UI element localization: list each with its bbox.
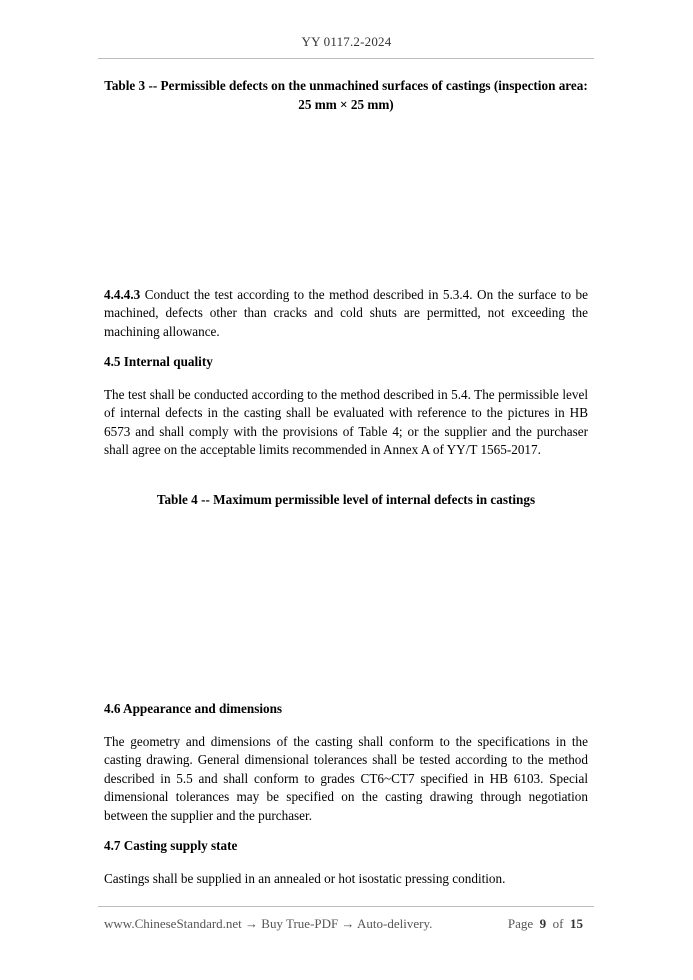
clause-text: Conduct the test according to the method described in 5.3.4. On the surface to be machined, defects other than cracks and cold shuts are permitted, not exceeding the machining allowance. (104, 287, 588, 339)
clause-4-4-4-3 (104, 286, 588, 341)
footer-divider (98, 906, 594, 907)
section-4-7-heading: 4.7 Casting supply state (104, 838, 238, 853)
page-of: of (552, 916, 564, 931)
page-total: 15 (570, 916, 583, 931)
page-current: 9 (539, 916, 547, 931)
footer-site-link[interactable]: www.ChineseStandard.net → Buy True-PDF → Auto-delivery. (104, 916, 433, 931)
section-4-5-paragraph: The test shall be conducted according to the method described in 5.4. The permissible level of internal defects in the casting shall be evaluated with reference to the pictures in HB 6573 and shall comply with the provisions of Table 4; or the supplier and the purchaser shall agree on the acceptable limits recommended in Annex A of YY/T 1565-2017. (104, 387, 588, 458)
document-id-header: YY 0117.2-2024 (301, 34, 392, 49)
section-4-5-heading: 4.5 Internal quality (104, 354, 213, 369)
page-label: Page (507, 916, 534, 931)
section-4-6-paragraph: The geometry and dimensions of the casting shall conform to the specifications in the casting drawing. General dimensional tolerances shall be tested according to the method described in 5.5 and shall conform to grades CT6~CT7 specified in HB 6103. Special dimensional tolerances may be specified on the casting drawing through negotiation between the supplier and the purchaser. (104, 734, 588, 823)
table-3-title: Table 3 -- Permissible defects on the unmachined surfaces of castings (inspection area: 25 mm × 25 mm) (104, 78, 588, 112)
section-4-6-heading: 4.6 Appearance and dimensions (104, 701, 283, 716)
header-divider (98, 58, 594, 59)
section-4-7-paragraph: Castings shall be supplied in an annealed or hot isostatic pressing condition. (104, 871, 506, 886)
page-number (508, 916, 583, 932)
table-4-title: Table 4 -- Maximum permissible level of internal defects in castings (156, 492, 536, 507)
clause-number: 4.4.4.3 (104, 287, 141, 302)
